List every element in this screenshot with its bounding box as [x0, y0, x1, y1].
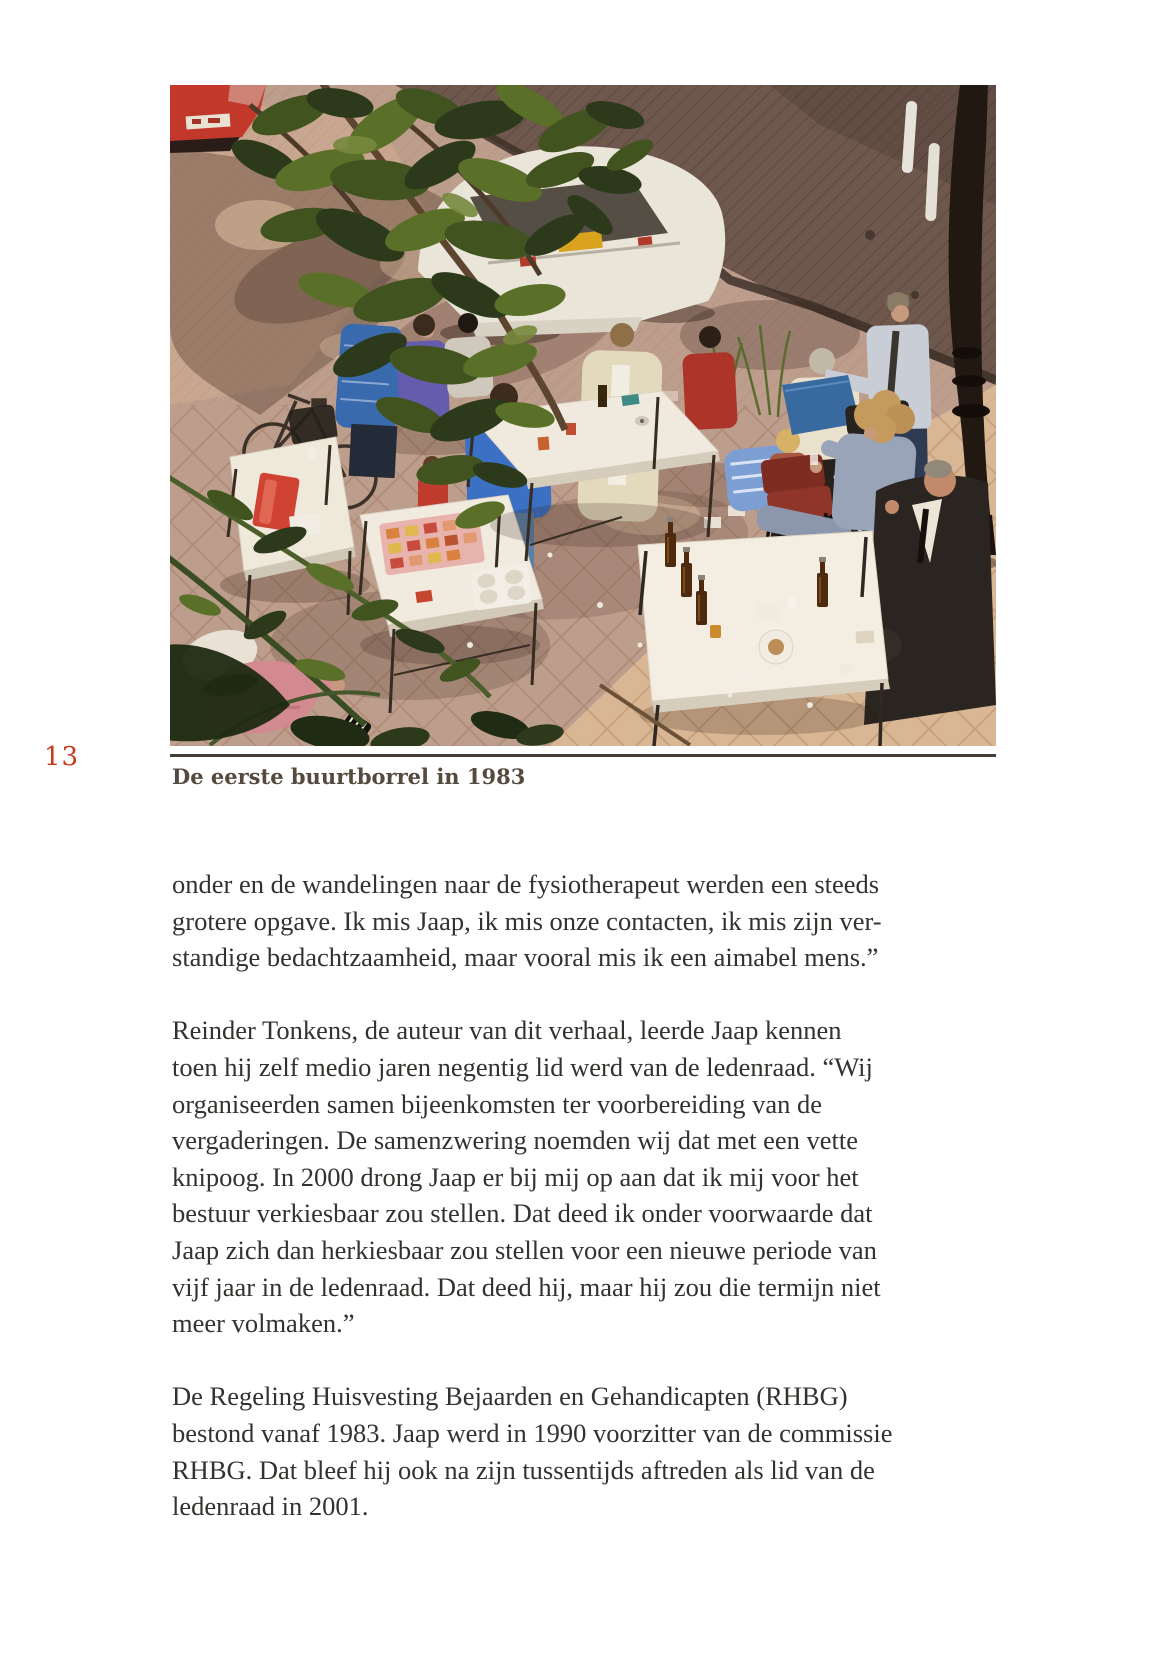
body-line: Jaap zich dan herkiesbaar zou stellen voor een nieuwe periode van: [172, 1234, 877, 1265]
body-line: onder en de wandelingen naar de fysiotherapeut werden een steeds: [172, 869, 880, 899]
body-line: meer volmaken.”: [172, 1308, 355, 1339]
body-line: knipoog. In 2000 drong Jaap er bij mij op aan dat ik mij voor het: [172, 1161, 859, 1192]
body-line: De Regeling Huisvesting Bejaarden en Gehandicapten (RHBG): [172, 1381, 848, 1412]
body-line: Reinder Tonkens, de auteur van dit verhaal, leerde Jaap kennen: [172, 1015, 842, 1046]
body-line: standige bedachtzaamheid, maar vooral mis ik een aimabel mens.”: [172, 942, 879, 973]
body-line: vijf jaar in de ledenraad. Dat deed hij, maar hij zou die termijn niet: [172, 1271, 881, 1302]
body-line: toen hij zelf medio jaren negentig lid werd van de ledenraad. “Wij: [172, 1051, 873, 1082]
paragraph-3: [172, 1378, 1052, 1524]
egg-tray: [470, 563, 533, 611]
body-line: bestuur verkiesbaar zou stellen. Dat deed ik onder voorwaarde dat: [172, 1198, 873, 1229]
body-line: vergaderingen. De samenzwering noemden wij dat met een vette: [172, 1125, 859, 1156]
body-line: bestond vanaf 1983. Jaap werd in 1990 voorzitter van de commissie: [172, 1417, 893, 1448]
paragraph-2: [172, 1012, 1052, 1341]
page-number: 13: [44, 742, 80, 772]
caption-rule: [170, 754, 996, 757]
body-text: [172, 866, 1052, 1561]
bottle: [598, 385, 607, 407]
table-bottles: [638, 517, 890, 746]
photo-illustration: [170, 85, 996, 746]
body-line: ledenraad in 2001.: [172, 1491, 369, 1522]
street-party-photo: [170, 85, 996, 746]
body-line: grotere opgave. Ik mis Jaap, ik mis onze contacten, ik mis zijn ver-: [172, 905, 882, 936]
paragraph-1: [172, 866, 1052, 976]
glass: [307, 446, 317, 460]
body-line: RHBG. Dat bleef hij ook na zijn tussentijds aftreden als lid van de: [172, 1454, 875, 1485]
body-line: organiseerden samen bijeenkomsten ter voorbereiding van de: [172, 1088, 823, 1119]
photo-caption: De eerste buurtborrel in 1983: [172, 764, 526, 789]
